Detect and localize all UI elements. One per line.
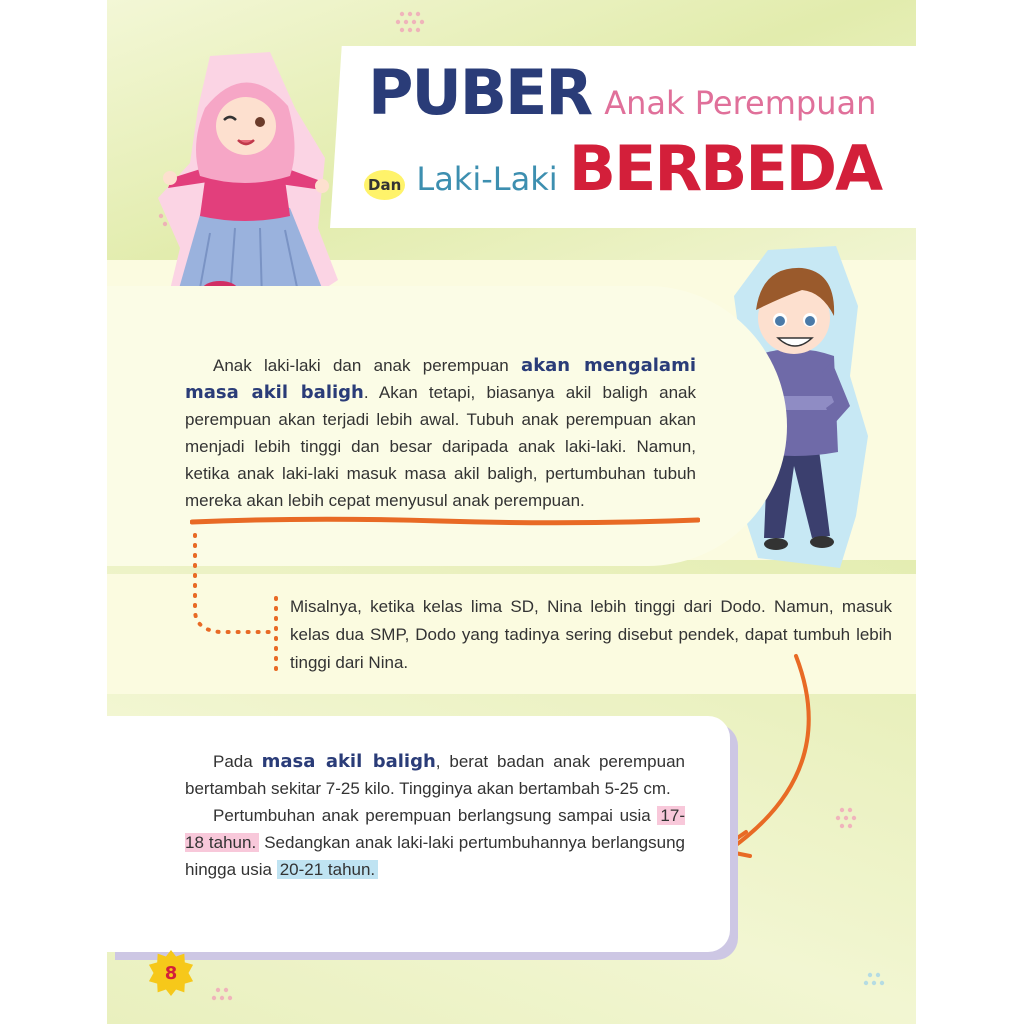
- intro-paragraph-block: [185, 352, 696, 514]
- title-line-2: [364, 132, 881, 205]
- facts-paragraph-2: [185, 802, 685, 883]
- intro-text-rest: . Akan tetapi, biasanya akil baligh anak perempuan akan terjadi lebih awal. Tubuh anak perempuan akan menjadi lebih tinggi dan besar daripada anak laki-laki. Namun, ketika anak laki-laki masuk masa akil baligh, pertumbuhan tubuh mereka akan lebih cepat menyusul anak perempuan.: [185, 383, 696, 510]
- title-laki-laki: Laki-Laki: [416, 160, 558, 198]
- facts-p1-start: Pada: [213, 752, 262, 771]
- title-anak-perempuan: Anak Perempuan: [604, 84, 877, 122]
- intro-highlight: akan mengalami masa akil baligh: [185, 355, 696, 403]
- girls-age-mark: 17-18 tahun.: [185, 806, 685, 852]
- facts-paragraph-1: [185, 748, 685, 802]
- title-dan: Dan: [364, 170, 405, 200]
- page-number: 8: [164, 962, 178, 984]
- facts-p2-middle: Sedangkan anak laki-laki pertumbuhannya berlangsung hingga usia: [185, 833, 685, 879]
- facts-p1-highlight: masa akil baligh: [261, 751, 436, 772]
- orange-brush-underline: [190, 514, 700, 528]
- facts-p2-start: Pertumbuhan anak perempuan berlangsung sampai usia: [213, 806, 658, 825]
- facts-block: [185, 748, 685, 883]
- title-puber: PUBER: [368, 56, 592, 129]
- facts-p1-rest: , berat badan anak perempuan bertambah sekitar 7-25 kilo. Tingginya akan bertambah 5-25 cm.: [185, 752, 685, 798]
- intro-text-start: Anak laki-laki dan anak perempuan: [213, 356, 522, 375]
- title-berbeda: BERBEDA: [568, 132, 882, 205]
- example-paragraph: Misalnya, ketika kelas lima SD, Nina lebih tinggi dari Dodo. Namun, masuk kelas dua SMP, Dodo yang tadinya sering disebut pendek, dapat tumbuh lebih tinggi dari Nina.: [290, 597, 892, 672]
- boys-age-mark: 20-21 tahun.: [277, 860, 378, 879]
- intro-paragraph: [185, 352, 696, 514]
- title-line-1: [368, 56, 876, 129]
- example-block: [290, 593, 892, 677]
